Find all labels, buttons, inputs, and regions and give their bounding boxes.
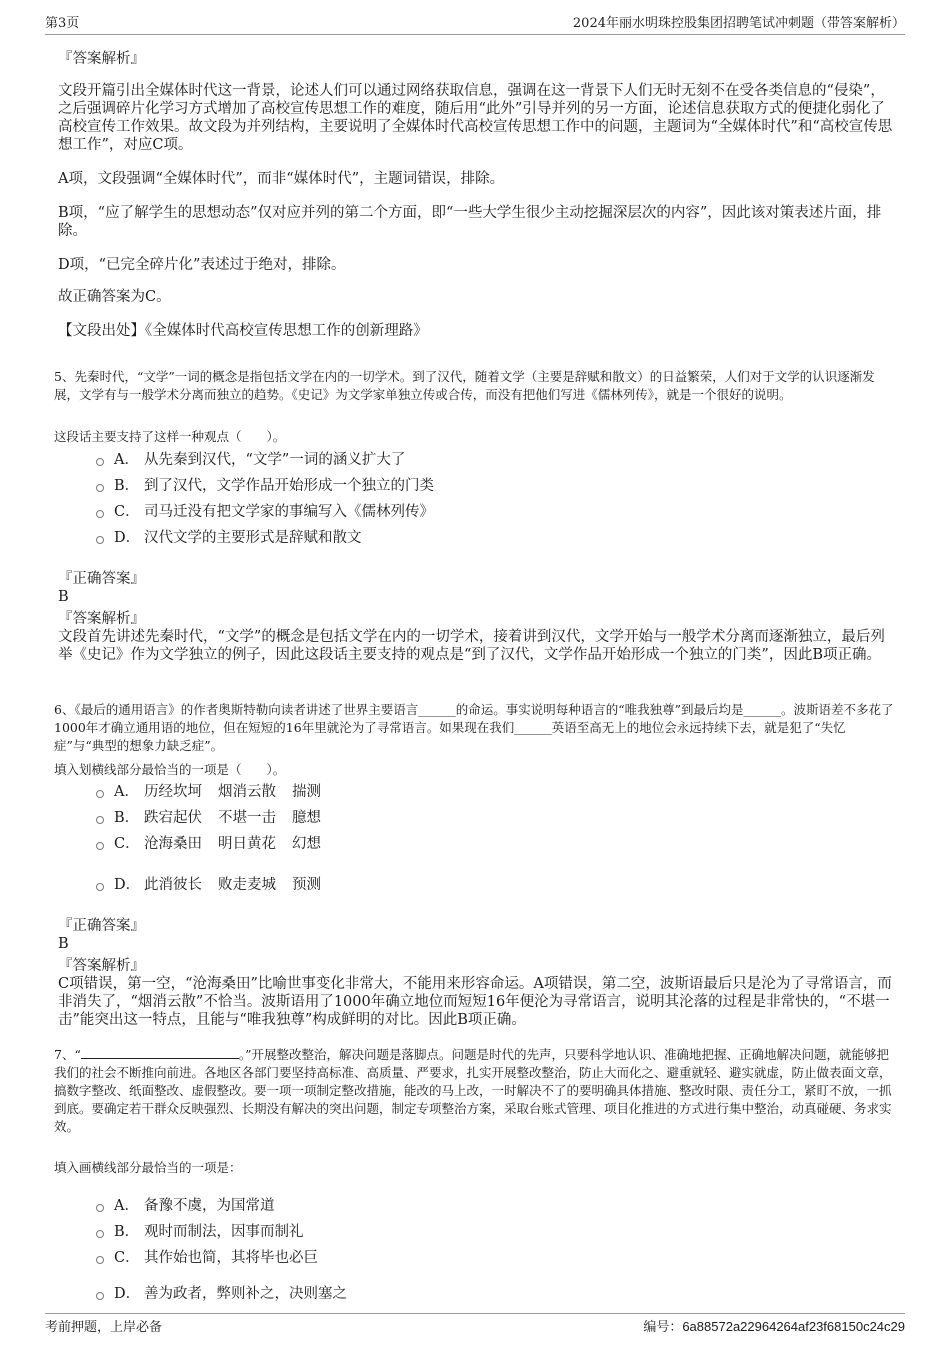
q6-option-b[interactable]: B． 跌宕起伏 不堪一击 臆想 [96,809,337,827]
q4-analysis-text: 文段开篇引出全媒体时代这一背景，论述人们可以通过网络获取信息，强调在这一背景下人们无时无刻不在受各类信息的“侵染”，之后强调碎片化学习方式增加了高校宣传思想工作的难度，随后用“此外”引导并列的另一方面，论述信息获取方式的便捷化弱化了高校宣传工作效果。故文段为并列结构，主要说明了全媒体时代高校宣传思想工作中的问题，主题词为“全媒体时代”和“高校宣传思想工作”，对应C项。 [58,83,893,153]
q5-answer-label: 『正确答案』 [58,571,145,587]
q7-stem: 7、“ 。”开展整改整治，解决问题是落脚点。问题是时代的先声，只要科学地认识、准确地把握、正确地解决问题，就能够把我们的社会不断推向前进。各地区各部门要坚持高标准、高质量、严要求，扎实开展整改整治，防止大而化之、避重就轻、避实就虚，防止做表面文章，搞数字整改、纸面整改、虚假整改。要一项一项制定整改措施，能改的马上改，一时解决不了的要明确具体措施、整改时限、责任分工，紧盯不放，一抓到底。要确定若干群众反映强烈、长期没有解决的突出问题，制定专项整治方案，采取台账式管理、项目化推进的方式进行集中整治，动真碰硬、务求实效。 [54,1047,892,1134]
q5-option-b[interactable]: B． 到了汉代，文学作品开始形成一个独立的门类 [96,477,434,495]
radio-icon[interactable] [96,1204,104,1212]
radio-icon[interactable] [96,1230,104,1238]
q4-option-a-note: A项，文段强调“全媒体时代”，而非“媒体时代”，主题词错误，排除。 [58,171,505,187]
q7-blank [81,1058,239,1059]
page-header [45,12,905,35]
q5-option-c[interactable]: C． 司马迁没有把文学家的事编写入《儒林列传》 [96,503,434,521]
q6-option-c[interactable]: C． 沧海桑田 明日黄花 幻想 [96,835,337,853]
q4-analysis-label: 『答案解析』 [58,51,145,67]
q4-option-b-note: B项，“应了解学生的思想动态”仅对应并列的第二个方面，即“一些大学生很少主动挖掘深层次的内容”，因此该对策表述片面，排除。 [58,205,882,239]
q5-answer: B [58,589,69,605]
q6-analysis-label: 『答案解析』 [58,958,145,974]
page-footer [45,1313,905,1335]
q7-prompt: 填入画横线部分最恰当的一项是： [54,1160,242,1175]
q6-option-a[interactable]: A． 历经坎坷 烟消云散 揣测 [96,783,337,801]
radio-icon[interactable] [96,1256,104,1264]
q4-option-d-note: D项，“已完全碎片化”表述过于绝对，排除。 [58,257,346,273]
radio-icon[interactable] [96,842,104,850]
page-number: 第3页 [45,16,80,31]
q6-stem: 6、《最后的通用语言》的作者奥斯特勒向读者讲述了世界主要语言______的命运。事实说明每种语言的“唯我独尊”到最后均是______。波斯语差不多花了1000年才确立通用语的地位，但在短短的16年里就沦为了寻常语言。如果现在我们______英语至高无上的地位会永远持续下去，就是犯了“失忆症”与“典型的想象力缺乏症”。 [54,702,894,753]
radio-icon[interactable] [96,484,104,492]
q7-option-a[interactable]: A． 备豫不虞，为国常道 [96,1197,275,1215]
q6-option-d[interactable]: D． 此消彼长 败走麦城 预测 [96,876,337,894]
document-title: 2024年丽水明珠控股集团招聘笔试冲刺题（带答案解析） [572,16,905,31]
radio-icon[interactable] [96,883,104,891]
q5-analysis-label: 『答案解析』 [58,611,145,627]
q4-source: 【文段出处】《全媒体时代高校宣传思想工作的创新理路》 [58,323,428,339]
radio-icon[interactable] [96,1292,104,1300]
q6-answer: B [58,936,69,952]
radio-icon[interactable] [96,510,104,518]
radio-icon[interactable] [96,816,104,824]
q5-stem: 5、先秦时代，“文学”一词的概念是指包括文学在内的一切学术。到了汉代，随着文学（主要是辞赋和散文）的日益繁荣，人们对于文学的认识逐渐发展，文学有与一般学术分离而独立的趋势。《史记》为文学家单独立传或合传，而没有把他们写进《儒林列传》，就是一个很好的说明。 [54,369,875,402]
q5-analysis-text: 文段首先讲述先秦时代，“文学”的概念是包括文学在内的一切学术，接着讲到汉代，文学开始与一般学术分离而逐渐独立，最后列举《史记》作为文学独立的例子，因此这段话主要支持的观点是“到了汉代，文学作品开始形成一个独立的门类”，因此B项正确。 [58,629,885,663]
q6-prompt: 填入划横线部分最恰当的一项是（ ）。 [54,762,286,777]
q7-option-d[interactable]: D． 善为政者，弊则补之，决则塞之 [96,1285,347,1303]
q7-option-b[interactable]: B． 观时而制法，因事而制礼 [96,1223,304,1241]
q4-conclusion: 故正确答案为C。 [58,289,171,305]
document-code: 编号：6a88572a22964264af23f68150c24c29 [643,1319,905,1335]
q5-option-a[interactable]: A． 从先秦到汉代，“文学”一词的涵义扩大了 [96,451,405,469]
radio-icon[interactable] [96,536,104,544]
q5-prompt: 这段话主要支持了这样一种观点（ ）。 [54,429,286,444]
q5-option-d[interactable]: D． 汉代文学的主要形式是辞赋和散文 [96,529,362,547]
radio-icon[interactable] [96,458,104,466]
footer-slogan: 考前押题，上岸必备 [45,1320,163,1335]
radio-icon[interactable] [96,790,104,798]
q6-analysis-text: C项错误，第一空，“沧海桑田”比喻世事变化非常大，不能用来形容命运。A项错误，第二空，波斯语最后只是沦为了寻常语言，而非消失了，“烟消云散”不恰当。波斯语用了1000年确立地位而短短16年便沦为寻常语言，说明其沦落的过程是非常快的，“不堪一击”能突出这一特点，且能与“唯我独尊”构成鲜明的对比。因此B项正确。 [58,976,892,1028]
q7-option-c[interactable]: C． 其作始也简，其将毕也必巨 [96,1249,318,1267]
q6-answer-label: 『正确答案』 [58,918,145,934]
